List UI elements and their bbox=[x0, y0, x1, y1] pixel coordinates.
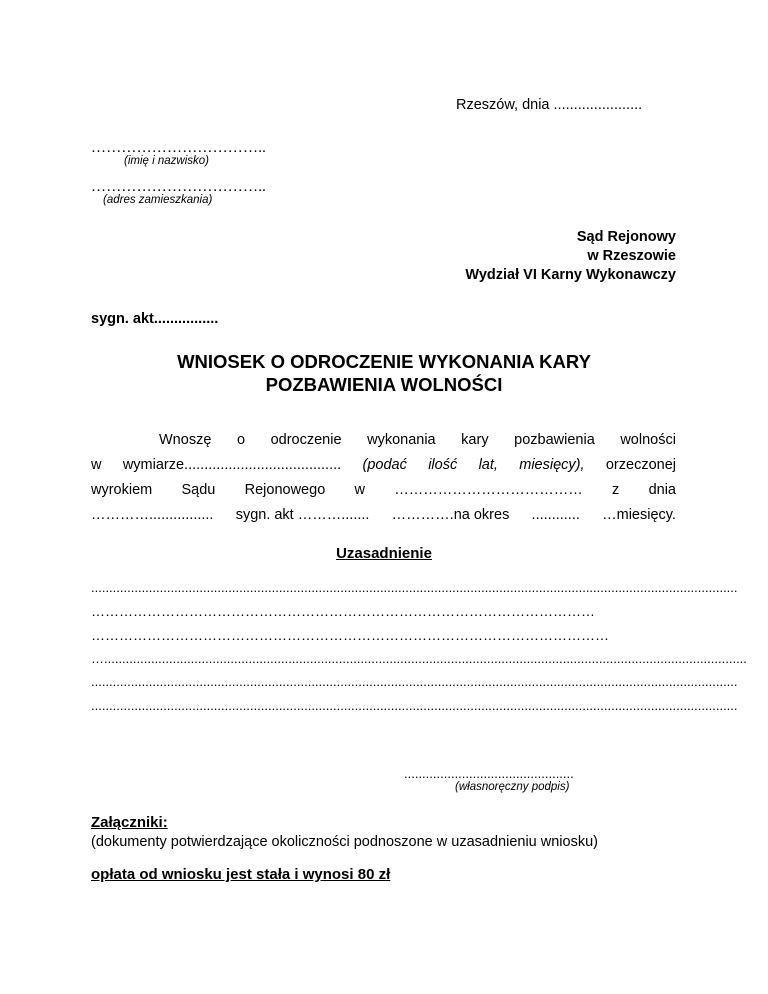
body-word: Wnoszę bbox=[159, 432, 212, 448]
body-word: …miesięcy. bbox=[602, 507, 676, 523]
body-word: wyrokiem bbox=[91, 482, 153, 498]
body-word: ………………………………… bbox=[394, 482, 583, 498]
justification-line: ………………………………………………………………………………………………… bbox=[91, 627, 609, 643]
body-word: ………….na okres bbox=[391, 507, 510, 523]
applicant-name-label: (imię i nazwisko) bbox=[124, 155, 209, 167]
body-word: z bbox=[612, 482, 620, 498]
body-word: ............ bbox=[531, 507, 580, 523]
body-word: wykonania bbox=[367, 432, 436, 448]
attachments-heading: Załączniki: bbox=[91, 814, 168, 831]
document-title-line-1: WNIOSEK O ODROCZENIE WYKONANIA KARY bbox=[177, 351, 591, 372]
body-word: lat, bbox=[478, 457, 498, 473]
case-reference: sygn. akt................ bbox=[91, 311, 219, 327]
justification-line: ….................................................................................................................................................................................. bbox=[91, 651, 747, 666]
document-title bbox=[0, 350, 768, 396]
body-word: Rejonowego bbox=[244, 482, 326, 498]
body-word: dnia bbox=[648, 482, 676, 498]
court-address bbox=[465, 228, 676, 285]
body-word: ilość bbox=[428, 457, 458, 473]
applicant-address-dots: …………………………….. bbox=[91, 179, 267, 195]
body-word: wolności bbox=[620, 432, 676, 448]
body-word: orzeczonej bbox=[605, 457, 676, 473]
court-city: w Rzeszowie bbox=[587, 248, 676, 264]
justification-line: ................................................................................................................................................................................... bbox=[91, 674, 738, 689]
body-word: o bbox=[236, 432, 246, 448]
signature-dots: ............................................... bbox=[404, 766, 574, 781]
body-word: (podać bbox=[362, 457, 407, 473]
justification-line: ................................................................................................................................................................................... bbox=[91, 580, 738, 595]
body-word: pozbawienia bbox=[514, 432, 595, 448]
body-line-1 bbox=[159, 432, 676, 448]
body-word: w bbox=[354, 482, 366, 498]
body-word: odroczenie bbox=[270, 432, 342, 448]
body-word: wymiarze....................................... bbox=[122, 457, 342, 473]
justification-heading: Uzasadnienie bbox=[336, 545, 432, 562]
attachments-description: (dokumenty potwierdzające okoliczności podnoszone w uzasadnieniu wniosku) bbox=[91, 834, 598, 850]
body-word: sygn. akt ………....... bbox=[235, 507, 370, 523]
body-line-3 bbox=[91, 482, 676, 498]
fee-note: opłata od wniosku jest stała i wynosi 80 zł bbox=[91, 866, 391, 883]
court-division: Wydział VI Karny Wykonawczy bbox=[465, 267, 676, 283]
place-date-field: Rzeszów, dnia ...................... bbox=[456, 97, 643, 113]
body-word: Sądu bbox=[181, 482, 216, 498]
applicant-name-dots: …………………………….. bbox=[91, 140, 267, 156]
body-line-2 bbox=[91, 457, 676, 473]
body-word: kary bbox=[461, 432, 489, 448]
body-word: miesięcy), bbox=[519, 457, 585, 473]
signature-label: (własnoręczny podpis) bbox=[455, 781, 570, 793]
body-word: …………................ bbox=[91, 507, 214, 523]
document-title-line-2: POZBAWIENIA WOLNOŚCI bbox=[265, 374, 503, 395]
justification-line: ……………………………………………………………………………………………… bbox=[91, 603, 595, 619]
body-word: w bbox=[91, 457, 102, 473]
applicant-address-label: (adres zamieszkania) bbox=[103, 194, 213, 206]
body-line-4 bbox=[91, 507, 676, 523]
justification-line: ................................................................................................................................................................................... bbox=[91, 698, 738, 713]
court-name: Sąd Rejonowy bbox=[576, 229, 676, 245]
